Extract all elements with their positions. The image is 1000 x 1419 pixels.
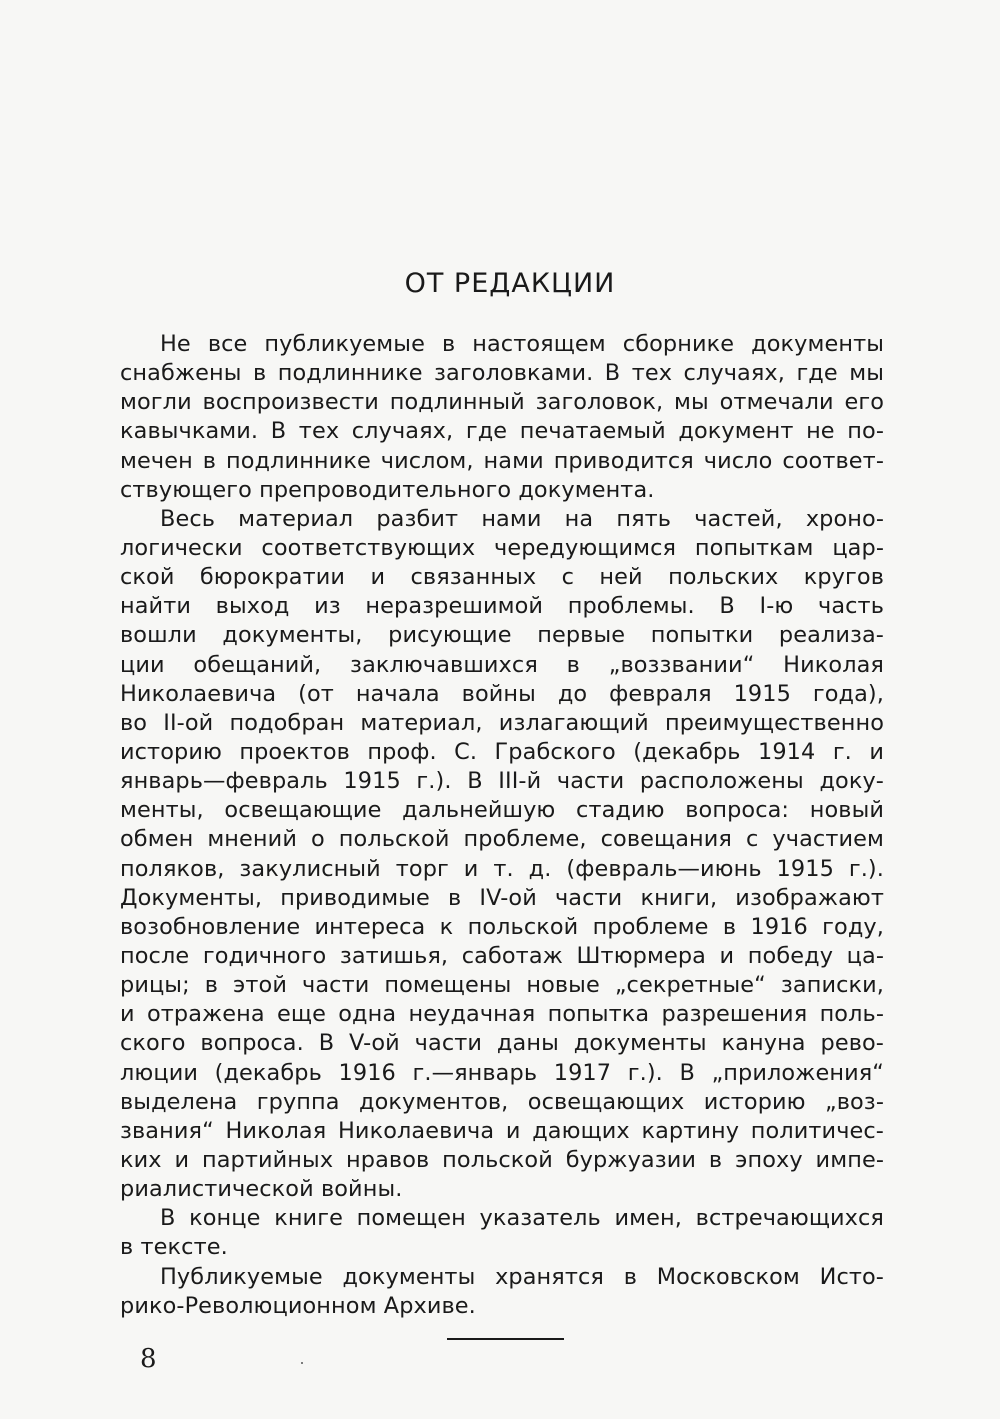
text-line: рико-Революционном Архиве. <box>120 1292 476 1319</box>
text-line: ского вопроса. В V-ой части даны документы кануна рево- <box>120 1030 884 1057</box>
text-line: снабжены в подлиннике заголовками. В тех случаях, где мы <box>120 360 884 387</box>
text-line: логически соответствующих чередующимся попыткам цар- <box>120 534 884 561</box>
text-line: найти выход из неразрешимой проблемы. В I-ю часть <box>120 593 884 620</box>
page-number: 8 <box>140 1344 157 1374</box>
text-line: В конце книге помещен указатель имен, встречающихся <box>160 1205 884 1232</box>
text-line: звания“ Николая Николаевича и дающих картину политичес- <box>120 1117 884 1144</box>
print-speck <box>301 1362 303 1364</box>
text-line: Весь материал разбит нами на пять частей, хроно- <box>160 505 884 532</box>
text-line: поляков, закулисный торг и т. д. (февраль—июнь 1915 г.). <box>120 855 884 882</box>
text-line: менты, освещающие дальнейшую стадию вопроса: новый <box>120 797 884 824</box>
text-line: кавычками. В тех случаях, где печатаемый документ не по- <box>120 418 884 445</box>
text-line: Николаевича (от начала войны до февраля 1915 года), <box>120 680 884 707</box>
text-line: риалистической войны. <box>120 1176 403 1203</box>
text-line: рицы; в этой части помещены новые „секретные“ записки, <box>120 972 884 999</box>
text-line: и отражена еще одна неудачная попытка разрешения поль- <box>120 1001 884 1028</box>
text-line: могли воспроизвести подлинный заголовок, мы отмечали его <box>120 389 884 416</box>
text-line: выделена группа документов, освещающих историю „воз- <box>120 1088 884 1115</box>
text-line: в тексте. <box>120 1234 228 1261</box>
text-line: ской бюрократии и связанных с ней польских кругов <box>120 564 884 591</box>
page-title: ОТ РЕДАКЦИИ <box>404 268 616 299</box>
text-line: во II-ой подобран материал, излагающий преимущественно <box>120 709 884 736</box>
text-line: ких и партийных нравов польской буржуазии в эпоху импе- <box>120 1146 884 1173</box>
text-line: Документы, приводимые в IV-ой части книги, изображают <box>120 884 884 911</box>
text-line: возобновление интереса к польской проблеме в 1916 году, <box>120 913 884 940</box>
text-line: ствующего препроводительного документа. <box>120 476 655 503</box>
body-text <box>120 330 884 1321</box>
text-line: Публикуемые документы хранятся в Московском Исто- <box>160 1263 884 1290</box>
text-line: вошли документы, рисующие первые попытки реализа- <box>120 622 884 649</box>
text-line: люции (декабрь 1916 г.—январь 1917 г.). В „приложения“ <box>120 1059 884 1086</box>
text-line: мечен в подлиннике числом, нами приводится число соответ- <box>120 447 884 474</box>
text-line: январь—февраль 1915 г.). В III-й части расположены доку- <box>120 768 884 795</box>
text-line: историю проектов проф. С. Грабского (декабрь 1914 г. и <box>120 738 884 765</box>
text-line: ции обещаний, заключавшихся в „воззвании“ Николая <box>120 651 884 678</box>
text-line: Не все публикуемые в настоящем сборнике документы <box>160 331 884 357</box>
text-line: обмен мнений о польской проблеме, совещания с участием <box>120 826 884 853</box>
closing-rule <box>447 1338 564 1340</box>
text-line: после годичного затишья, саботаж Штюрмера и победу ца- <box>120 942 884 969</box>
